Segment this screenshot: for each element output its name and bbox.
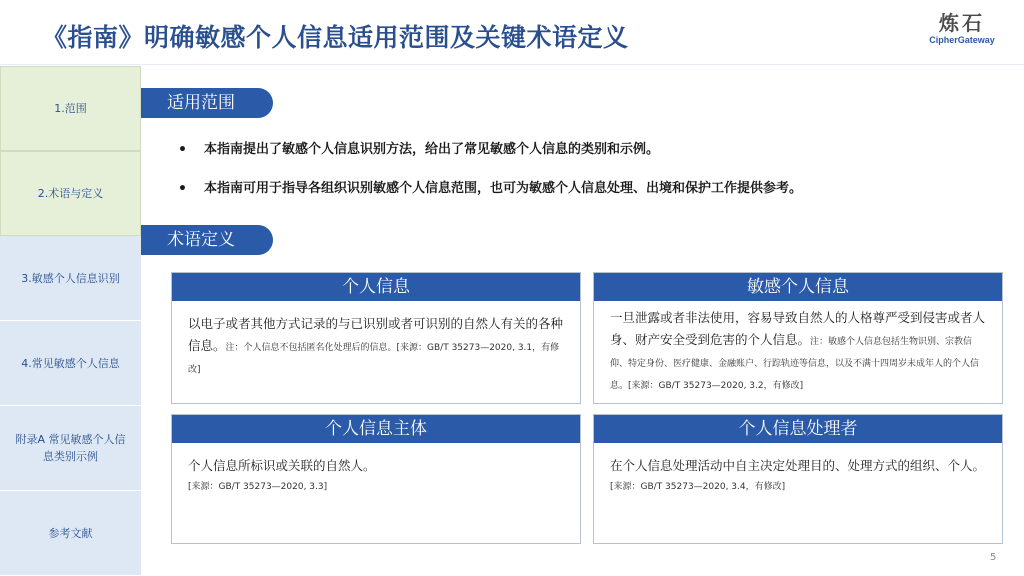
- sidebar-nav: [0, 66, 141, 576]
- card-title: 敏感个人信息: [594, 273, 1002, 301]
- card-note: 注：个人信息不包括匿名化处理后的信息。[来源：GB/T 35273—2020, 3.1，有修改]: [188, 343, 560, 375]
- sidebar-item-label: 参考文献: [48, 526, 93, 540]
- card-body: [172, 301, 580, 383]
- card-reference: [来源：GB/T 35273—2020, 3.4，有修改]: [610, 482, 786, 492]
- page-title: 《指南》明确敏感个人信息适用范围及关键术语定义: [42, 23, 629, 52]
- page-number: 5: [990, 552, 997, 563]
- sidebar-item-label: 4.常见敏感个人信息: [21, 356, 120, 370]
- sidebar-item-appendix-a[interactable]: [0, 406, 141, 491]
- card-definition: 以电子或者其他方式记录的与已识别或者可识别的自然人有关的各种信息。: [188, 316, 564, 353]
- term-card-sensitive-info: [593, 272, 1003, 404]
- term-card-data-processor: [593, 414, 1003, 544]
- sidebar-item-references[interactable]: [0, 491, 141, 576]
- section-heading-terms: 术语定义: [141, 225, 273, 255]
- card-definition: 个人信息所标识或关联的自然人。: [188, 458, 376, 473]
- scope-bullet-list: [176, 140, 1006, 218]
- term-card-personal-info: [171, 272, 581, 404]
- sidebar-item-label: 3.敏感个人信息识别: [21, 271, 120, 285]
- card-note: 注：敏感个人信息包括生物识别、宗教信仰、特定身份、医疗健康、金融账户、行踪轨迹等信息，以及不满十四周岁未成年人的个人信息。[来源：GB/T 35273—2020, 3.2，有修改]: [610, 337, 980, 391]
- bullet-item: • 本指南提出了敏感个人信息识别方法，给出了常见敏感个人信息的类别和示例。: [176, 140, 1006, 160]
- card-title: 个人信息主体: [172, 415, 580, 443]
- sidebar-item-scope[interactable]: [0, 66, 141, 151]
- section-heading-scope: 适用范围: [141, 88, 273, 118]
- card-title: 个人信息: [172, 273, 580, 301]
- card-definition: 一旦泄露或者非法使用，容易导致自然人的人格尊严受到侵害或者人身、财产安全受到危害的个人信息。: [610, 310, 986, 347]
- logo-en-text: CipherGateway: [929, 35, 995, 45]
- title-divider: [0, 64, 1024, 65]
- card-body: [172, 443, 580, 499]
- card-body: [594, 443, 1002, 499]
- sidebar-item-label: 1.范围: [54, 102, 87, 115]
- card-reference: [来源：GB/T 35273—2020, 3.3]: [188, 482, 328, 492]
- sidebar-item-common-info[interactable]: [0, 321, 141, 406]
- term-card-data-subject: [171, 414, 581, 544]
- sidebar-item-label: 2.术语与定义: [37, 187, 104, 200]
- brand-logo: [920, 12, 1004, 52]
- bullet-item: • 本指南可用于指导各组织识别敏感个人信息范围，也可为敏感个人信息处理、出境和保护工作提供参考。: [176, 179, 1006, 199]
- sidebar-item-terms[interactable]: [0, 151, 141, 236]
- card-title: 个人信息处理者: [594, 415, 1002, 443]
- logo-cn-text: 炼石: [939, 11, 985, 35]
- card-body: [594, 301, 1002, 399]
- sidebar-item-label: 附录A 常见敏感个人信息类别示例: [15, 433, 126, 463]
- card-definition: 在个人信息处理活动中自主决定处理目的、处理方式的组织、个人。: [610, 458, 986, 473]
- sidebar-item-identification[interactable]: [0, 236, 141, 321]
